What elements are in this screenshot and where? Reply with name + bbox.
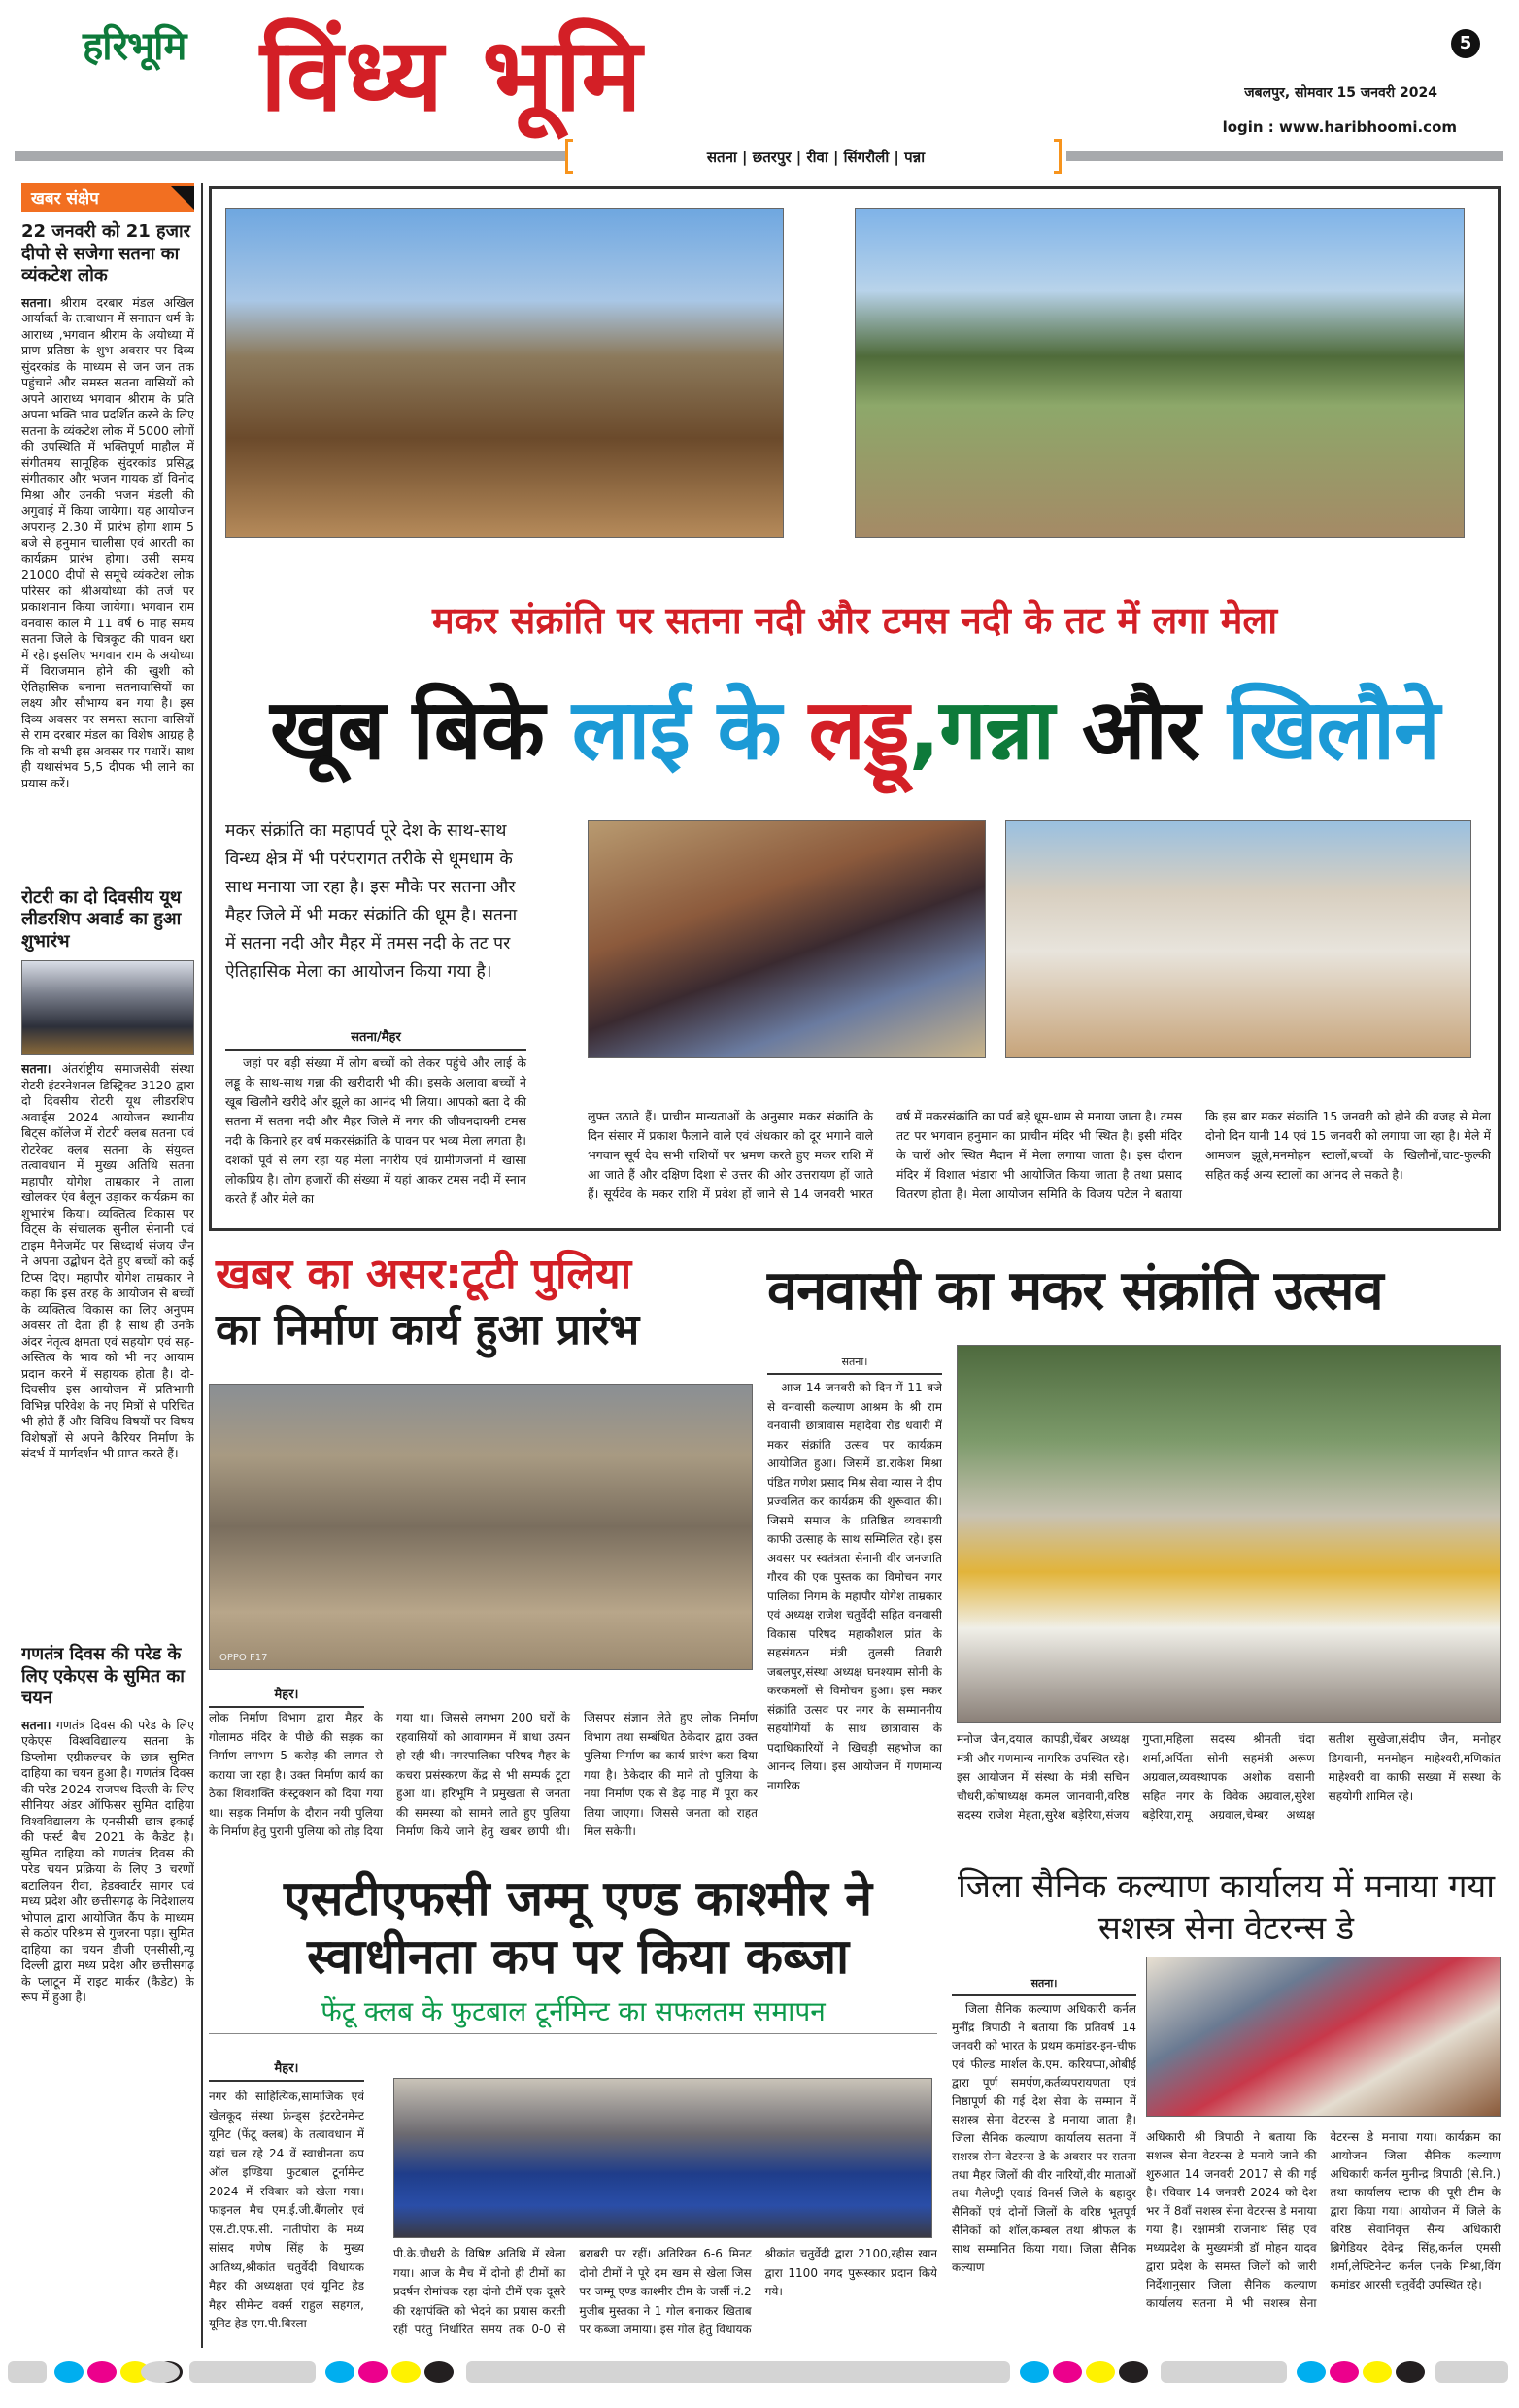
mela-dateline: सतना/मैहर (225, 1027, 526, 1051)
culvert-construction-photo (209, 1384, 753, 1670)
brand-logo: हरिभूमि (83, 24, 186, 69)
page-number: 5 (1451, 29, 1480, 58)
registration-bar (466, 2361, 1010, 2383)
magenta-mark (1330, 2361, 1359, 2383)
rotary-award-photo (21, 960, 194, 1055)
food-cart-photo (1005, 820, 1471, 1058)
mela-subheadline: मकर संक्रांति पर सतना नदी और टमस नदी के तट में लगा मेला (431, 599, 1278, 642)
cyan-mark (54, 2361, 84, 2383)
divider-left (15, 151, 568, 161)
puliya-body: लोक निर्माण विभाग द्वारा मैहर के गोलामठ मंदिर के पीछे की सड़क का निर्माण लगभग 5 करोड़ की लागत से कराया जा रहा है। उक्त निर्माण कार्य का ठेका शिवशक्ति कंस्ट्रक्शन को दिया गया था। सड़क निर्माण के दौरान नयी पुलिया के निर्माण हेतु पुरानी पुलिया को तोड़ दिया गया था। जिससे लगभग 200 घरों के रहवासियों को आवागमन में बाधा उत्पन हो रही थी। नगरपालिका परिषद मैहर के कचरा प्रसंस्करण केंद्र से भी सम्पर्क टूटा हुआ था। हरिभूमि ने प्रमुखता से जनता की समस्या को सामने लाते हुए पुलिया निर्माण किये जाने हेतु खबर छापी थी। जिसपर संज्ञान लेते हुए लोक निर्माण विभाग तथा सम्बंधित ठेकेदार द्वारा उक्त पुलिया निर्माण का कार्य प्रारंभ करा दिया गया है। ठेकेदार की माने तो पुलिया के नया निर्माण एक से डेढ़ माह में पूरा कर लिया जाएगा। जिससे जनता को राहत मिल सकेगी। (209, 1711, 758, 1838)
black-mark (424, 2361, 454, 2383)
brief-body (21, 1061, 194, 1634)
sugarcane-photo (855, 208, 1465, 538)
cmyk-marks (1297, 2361, 1425, 2383)
football-headline: एसटीएफसी जम्मू एण्ड काश्मीर ने स्वाधीनता कप पर किया कब्जा (284, 1870, 872, 1985)
news-brief-column (21, 183, 194, 2348)
sainik-dateline: सतना। (952, 1976, 1136, 1996)
puliya-headline: का निर्माण कार्य हुआ प्रारंभ (216, 1305, 640, 1354)
football-subheadline: फेंटू क्लब के फुटबाल टूर्नमिन्ट का सफलतम समापन (209, 1992, 937, 2034)
brief-headline: गणतंत्र दिवस की परेड के लिए एकेएस के सुमित का चयन (21, 1644, 185, 1708)
print-registration-bar (0, 2358, 1519, 2387)
swing-ride-photo (225, 208, 784, 538)
puliya-dateline: मैहर। (209, 1685, 364, 1708)
brief-body (21, 1718, 194, 2006)
yellow-mark (391, 2361, 421, 2383)
brief-text: श्रीराम दरबार मंडल अखिल आर्यावर्त के तत्वाधान में सनातन धर्म के आराध्य ,भगवान श्रीराम के अयोध्या में प्राण प्रतिष्ठा के शुभ अवसर पर दिव्य सुंदरकांड के माध्यम से जन जन तक पहुंचाने और समस्त सतना वासियों को अपने आराध्य भगवान श्रीराम के प्रति अपना भक्ति भाव प्रदर्शित करने के लिए सतना के व्यंकटेश लोक में 5000 लोगों की उपस्थिति में भक्तिपूर्ण माहौल में संगीतमय सामूहिक सुंदरकांड प्रसिद्ध संगीतकार और भजन गायक डॉ विनोद मिश्रा और उनकी भजन मंडली की अगुवाई में किया जायेगा। यह आयोजन अपरान्ह 2.30 में प्रारंभ होगा शाम 5 बजे से हनुमान चालीसा एवं आरती का कार्यक्रम प्रारंभ होगा। उसी समय 21000 दीपों से समूचे व्यंकटेश लोक परिसर को श्रीअयोध्या की तर्ज पर प्रकाशमान किया जायेगा। भगवान राम वनवास काल मे 11 वर्ष 6 माह समय सतना जिले के चित्रकूट की पावन धरा में रहे। इसलिए भगवान राम के अयोध्या में विराजमान होने की खुशी को ऐतिहासिक बनाना सतनावासियों का लक्ष्य और सौभाग्य बन गया है। इस दिव्य अवसर पर समस्त सतना वासियों से राम दरबार मंडल का विशेष आग्रह है कि वो सभी इस अवसर पर पधारें। साथ ही यथासंभव 5,5 दीपक भी लाने का प्रयास करें। (21, 294, 194, 790)
headline-part: और (1081, 682, 1228, 779)
mela-intro: मकर संक्रांति का महापर्व पूरे देश के साथ-साथ विन्ध्य क्षेत्र में भी परंपरागत तरीके से धूमधाम के साथ मनाया जा रहा है। इस मौके पर सतना और मैहर जिले में भी मकर संक्रांति की धूम है। सतना में सतना नदी और मैहर में तमस नदी के तट पर ऐतिहासिक मेला का आयोजन किया गया है। (225, 821, 518, 982)
mela-body: लुफ्त उठाते हैं। प्राचीन मान्यताओं के अनुसार मकर संक्रांति के दिन संसार में प्रकाश फैलाने वाले एवं अंधकार को दूर भगाने वाले भगवान सूर्य देव सभी राशियों पर भ्रमण करते हुए मकर राशि में आ जाते हैं और दक्षिण दिशा से उत्तर की ओर उत्तरायण हों जाते हैं। सूर्यदेव के मकर राशि में प्रवेश हों जाने से 14 जनवरी भारत वर्ष में मकरसंक्रांति का पर्व बड़े धूम-धाम से मनाया जाता है। टमस तट पर भगवान हनुमान का प्राचीन मंदिर भी स्थित है। इसी मंदिर के चारों ओर स्थित मैदान में मेला लगाया जाता है। इस दौरान मंदिर में विशाल भंडारा भी आयोजित किया जाता है तथा प्रसाद वितरण होता है। मेला आयोजन समिति के विजय पटेल ने बताया कि इस बार मकर संक्रांति 15 जनवरी को होने की वजह से मेला दोनो दिन यानी 14 एवं 15 जनवरी को लगाया जा रहा है। मेले में आमजन झूले,मनमोहन स्टालों,बच्चों के खिलौनों,चाट-फुल्की सहित कई अन्य स्टालों का आंनद ले सकते है। (588, 1109, 1491, 1201)
cmyk-marks (325, 2361, 454, 2383)
registration-bar (141, 2361, 180, 2383)
vanvasi-group-photo (957, 1345, 1501, 1723)
magenta-mark (1053, 2361, 1082, 2383)
mela-lead: जहां पर बड़ी संख्या में लोग बच्चों को लेकर पहुंचे और लाई के लड्डू के साथ-साथ गन्ना की खरीदारी भी की। इसके अलावा बच्चों ने खूब खिलौने खरीदे और झूले का आनंद भी लिया। आपको बता दे की सतना में सतना नदी और मैहर जिले में नगर की जीवनदायनी टमस नदी के किनारे हर वर्ष मकरसंक्रांति के पावन पर भव्य मेला लगता है। दशकों पूर्व से लग रहा यह मेला नगरीय एवं ग्रामीणजनों में खासा लोकप्रिय है। लोग हजारों की संख्या में यहां आकर टमस नदी में स्नान करते हैं और मेले का (225, 1055, 526, 1206)
headline-part: लड्डू (808, 682, 909, 779)
dateline: सतना। (21, 294, 51, 310)
website-link[interactable]: login : www.haribhoomi.com (1222, 118, 1457, 136)
section-title: विंध्य भूमि (260, 16, 644, 134)
black-mark (1396, 2361, 1425, 2383)
registration-bar (8, 2361, 47, 2383)
magenta-mark (358, 2361, 388, 2383)
registration-bar (1161, 2361, 1287, 2383)
football-body-lead: नगर की साहित्यिक,सामाजिक एवं खेलकूद संस्था फ्रेन्ड्स इंटरटेनमेन्ट यूनिट (फेंटू क्लब) के तत्वावधान में यहां चल रहे 24 वें स्वाधीनता कप ऑल इण्डिया फुटबाल टूर्नामेन्ट 2024 में रविबार को खेला गया।फाइनल मैच एम.ई.जी.बैंगलोर एवं एस.टी.एफ.सी. नातीपोरा के मध्य सांसद गणेष सिंह के मुख्य आतिथ्य,श्रीकांत चतुर्वेदी विधायक मैहर की अध्यक्षता एवं यूनिट हेड मैहर सीमेन्ट वर्क्स राहुल सहगल, यूनिट हेड एम.पी.बिरला (209, 2090, 364, 2330)
vanvasi-attendees: मनोज जैन,दयाल कापड़ी,चेंबर अध्यक्ष मंत्री और गणमान्य नागरिक उपस्थित रहे। इस आयोजन में संस्था के मंत्री सचिन चौधरी,कोषाध्यक्ष कमल जानवानी,वरिष्ठ सदस्य राजेश मेहता,सुरेश बड़ेरिया,संजय गुप्ता,महिला सदस्य श्रीमती चंदा शर्मा,अर्पिता सोनी सहमंत्री अरूण अग्रवाल,व्यवस्थापक अशोक वसानी सहित नगर के विवेक अग्रवाल,सुरेश बड़ेरिया,रामू अग्रवाल,चेम्बर अध्यक्ष सतीश सुखेजा,संदीप जैन, मनोहर डिगवानी, मनमोहन माहेश्वरी,मणिकांत माहेश्वरी वा काफी सख्या में सस्था के सहयोगी शामिल रहे। (957, 1732, 1501, 1822)
registration-bar (1435, 2361, 1508, 2383)
magenta-mark (87, 2361, 117, 2383)
headline-part: ,गन्ना (908, 682, 1082, 779)
brief-headline: रोटरी का दो दिवसीय यूथ लीडरशिप अवार्ड का हुआ शुभारंभ (21, 886, 182, 952)
cyan-mark (1297, 2361, 1326, 2383)
veterans-felicitation-photo (1146, 1956, 1501, 2117)
vanvasi-dateline: सतना। (767, 1354, 942, 1375)
dateline: सतना। (21, 1061, 51, 1076)
yellow-mark (1363, 2361, 1392, 2383)
headline-part: खिलौने (1227, 682, 1439, 779)
bracket-right (1054, 139, 1062, 174)
column-rule (201, 183, 203, 2348)
divider-right (1066, 151, 1503, 161)
sainik-headline: जिला सैनिक कल्याण कार्यालय में मनाया गया सशस्त्र सेना वेटरन्स डे (957, 1867, 1496, 1948)
toy-stall-photo (588, 820, 986, 1058)
headline-part: खूब बिके (270, 682, 572, 779)
headline-part: लाई के (571, 682, 809, 779)
football-trophy-photo (393, 2078, 932, 2238)
cmyk-marks (1020, 2361, 1148, 2383)
sainik-body: अधिकारी श्री त्रिपाठी ने बताया कि सशस्त्र सेना वेटरन्स डे मनाये जाने की शुरुआत 14 जनवरी 2017 से की गई है। रविवार 14 जनवरी 2024 को देश भर में 8वाँ सशस्त्र सेना वेटरन्स डे मनाया गया है। रक्षामंत्री राजनाथ सिंह एवं मध्यप्रदेश के मुख्यमंत्री डॉ मोहन यादव द्वारा प्रदेश के समस्त जिलों को जारी निर्देशानुसार जिला सैनिक कल्याण कार्यालय सतना में भी सशस्त्र सेना वेटरन्स डे मनाया गया। कार्यक्रम का आयोजन जिला सैनिक कल्याण अधिकारी कर्नल मुनीन्द्र त्रिपाठी (से.नि.) तथा कार्यालय स्टाफ की पूरी टीम के द्वारा किया गया। आयोजन में जिले के वरिष्ठ सेवानिवृत्त सैन्य अधिकारी ब्रिगेडियर देवेन्द्र सिंह,कर्नल एमसी शर्मा,लेफ्टिनेन्ट कर्नल एनके मिश्रा,विंग कमांडर आरसी चतुर्वेदी उपस्थित रहे। (1146, 2130, 1501, 2310)
sainik-body-lead: जिला सैनिक कल्याण अधिकारी कर्नल मुनींद्र त्रिपाठी ने बताया कि प्रतिवर्ष 14 जनवरी को भारत के प्रथम कमांडर-इन-चीफ एवं फील्ड मार्शल के.एम. करियप्पा,ओबीई द्वारा पूर्ण समर्पण,कर्तव्यपरायणता एवं निष्ठापूर्ण की गई देश सेवा के सम्मान में सशस्त्र सेना वेटरन्स डे मनाया जाता है। जिला सैनिक कल्याण कार्यालय सतना में सशस्त्र सेना वेटरन्स डे के अवसर पर सतना तथा मैहर जिलों की वीर नारियों,वीर माताओं तथा गैलेण्ट्री एवार्ड विनर्स जिले के बहादुर सैनिकों एवं दोनों जिलों के वरिष्ठ भूतपूर्व सैनिकों को शॉल,कम्बल तथा श्रीफल के साथ सम्मानित किया गया। जिला सैनिक कल्याण (952, 2002, 1136, 2274)
dateline: सतना। (21, 1717, 51, 1732)
bracket-left (565, 139, 573, 174)
mela-headline (223, 670, 1486, 784)
brief-kicker: खबर संक्षेप (21, 183, 194, 212)
cyan-mark (1020, 2361, 1049, 2383)
black-mark (1119, 2361, 1148, 2383)
brief-body (21, 295, 194, 878)
vanvasi-body: आज 14 जनवरी को दिन में 11 बजे से वनवासी कल्याण आश्रम के श्री राम वनवासी छात्रावास महादेवा रोड धवारी में मकर संक्रांति उत्सव पर कार्यक्रम आयोजित हुआ। जिसमें डा.राकेश मिश्रा पंडित गणेश प्रसाद मिश्र सेवा न्यास ने दीप प्रज्वलित कर कार्यक्रम की शुरूवात की। जिसमें समाज के प्रतिष्ठित व्यवसायी काफी उत्साह के साथ सम्मिलित रहे। इस अवसर पर स्वतंत्रता सेनानी वीर जनजाति गौरव की एक पुस्तक का विमोचन नगर पालिका निगम के महापौर योगेश ताम्रकार एवं अध्यक्ष राजेश चतुर्वेदी सहित वनवासी विकास परिषद महाकौशल प्रांत के सहसंगठन मंत्री तुलसी तिवारी जबलपुर,संस्था अध्यक्ष घनश्याम सोनी के करकमलों से विमोचन हुआ। इस मकर संक्रांति उत्सव पर नगर के सम्माननीय सहयोगियों के साथ छात्रावास के पदाधिकारियों ने खिचड़ी सहभोज का आनन्द लिया। इस आयोजन में गणमान्य नागरिक (767, 1381, 942, 1792)
city-list: सतना | छतरपुर | रीवा | सिंगरौली | पन्ना (706, 149, 926, 166)
yellow-mark (1086, 2361, 1115, 2383)
football-body: पी.के.चौधरी के विषिष्ट अतिथि में खेला गया। आज के मैच में दोनो ही टीमों का प्रदर्षन रोमांचक रहा दोनो टीमें एक दूसरे की रक्षापंक्ति को भेदने का प्रयास करती रहीं परंतु निर्धारित समय तक 0-0 से बराबरी पर रहीं। अतिरिक्त 6-6 मिनट दोनो टीमों ने पूरे दम खम से खेला जिस पर जम्मू एण्ड काश्मीर टीम के जर्सी नं.2 मुजीब मुस्तका ने 1 गोल बनाकर खिताब पर कब्जा जमाया। इस गोल हेतु विधायक श्रीकांत चतुर्वेदी द्वारा 2100,रहीस खान द्वारा 1100 नगद पुरूस्कार प्रदान किये गये। (393, 2247, 937, 2336)
vanvasi-headline: वनवासी का मकर संक्रांति उत्सव (767, 1259, 1383, 1322)
edition-date: जबलपुर, सोमवार 15 जनवरी 2024 (1244, 85, 1437, 101)
brief-text: अंतर्राष्ट्रीय समाजसेवी संस्था रोटरी इंटरनेशनल डिस्ट्रिक्ट 3120 द्वारा दो दिवसीय रोटरी यूथ लीडरशिप अवार्ड्स 2024 आयोजन स्थानीय बिट्स कॉलेज में रोटरी क्लब सतना एवं रोटरेक्ट क्लब सतना के संयुक्त तत्वावधान में मुख्य अतिथि सतना महापौर योगेश ताम्रकार ने ताला खोलकर एंव बैलून उड़ाकर कार्यक्रम का शुभारंभ किया। व्यक्तित्व विकास पर विट्स के संचालक सुनील सेनानी एवं टाइम मैनेजमेंट पर सिध्दार्थ संजय जैन ने अपना उद्बोधन देते हुए बच्चों को कई टिप्स दिए। महापौर योगेश ताम्रकार ने कहा कि इस तरह के आयोजन से बच्चों के व्यक्तित्व विकास का लिए अनुपम अवसर तो देता ही है साथ ही उनके अंदर नेतृत्व क्षमता एवं सहयोग एवं सह-अस्तित्व के भाव को भी नए आयाम प्रदान करने में सहायक होता है। दो-दिवसीय इस आयोजन में प्रतिभागी विभिन्न परिवेश के नए मित्रों से परिचित भी होते हैं और विविध विषयों पर विषय विशेषज्ञों से अपने कैरियर निर्माण के संदर्भ में मार्गदर्शन भी प्राप्त करते हैं। (21, 1061, 194, 1460)
brief-text: गणतंत्र दिवस की परेड के लिए एकेएस विश्वविद्यालय सतना के डिप्लोमा एग्रीकल्चर के छात्र सुमित दाहिया का चयन हुआ है। गणतंत्र दिवस की परेड 2024 राजपथ दिल्ली के लिए सीनियर अंडर ऑफिसर सुमित दाहिया विश्वविद्यालय के एनसीसी छात्र इकाई की फर्स्ट बैच 2021 के कैडेट है। सुमित दाहिया को गणतंत्र दिवस की परेड चयन प्रक्रिया के लिए 3 चरणों बटालियन रीवा, हेडक्वार्टर सागर एवं मध्य प्रदेश और छत्तीसगढ़ के निदेशालय भोपाल द्वारा आयोजित कैंप के माध्यम से कठोर परिश्रम से गुजरना पड़ा। सुमित दाहिया का चयन डीजी एनसीसी,न्यू दिल्ली द्वारा मध्य प्रदेश और छत्तीसगढ़ के प्लाटून में राइट मार्कर (कैडेट) के रूप में हुआ है। (21, 1717, 194, 2004)
photo-watermark: OPPO F17 (219, 1653, 268, 1663)
cyan-mark (325, 2361, 354, 2383)
puliya-headline-red: खबर का असर:टूटी पुलिया (216, 1250, 632, 1299)
brief-headline: 22 जनवरी को 21 हजार दीपो से सजेगा सतना का व्यंकटेश लोक (21, 221, 190, 285)
football-dateline: मैहर। (209, 2058, 364, 2082)
registration-bar (189, 2361, 316, 2383)
